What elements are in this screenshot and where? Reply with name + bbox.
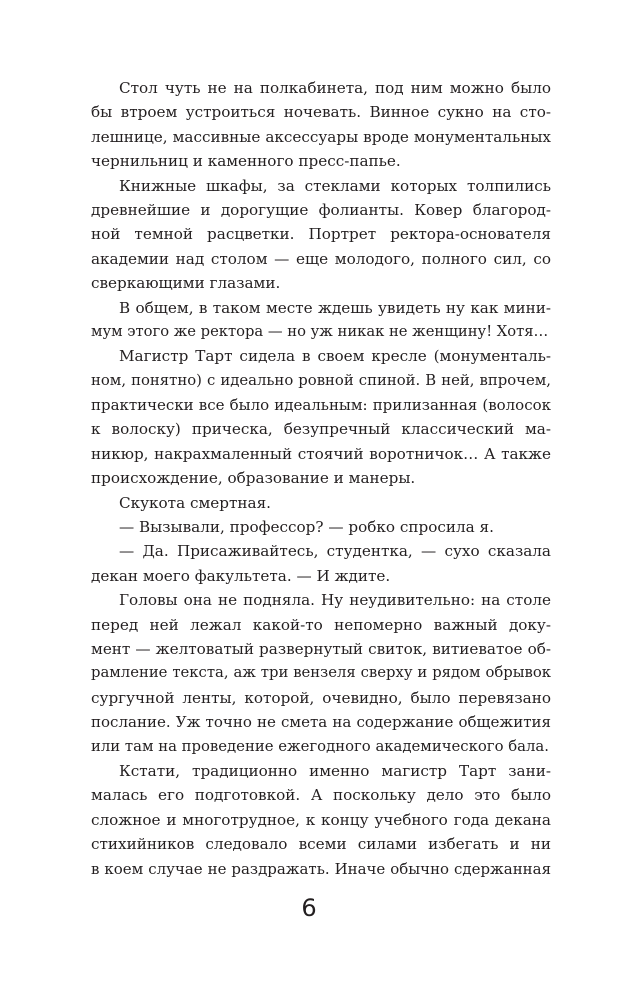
text-line: В общем, в таком месте ждешь увидеть ну как мини-	[119, 298, 551, 317]
body-text	[91, 76, 551, 881]
text-line: рамление текста, аж три вензеля сверху и рядом обрывок	[91, 664, 551, 682]
text-line: Стол чуть не на полкабинета, под ним можно было	[119, 79, 551, 97]
text-line: мум этого же ректора — но уж никак не женщину! Хотя…	[91, 322, 549, 340]
text-line: практически все было идеальным: прилизанная (волосок	[91, 396, 551, 415]
text-line: сложное и многотрудное, к концу учебного года декана	[91, 810, 551, 829]
text-line: к волоску) прическа, безупречный классический ма-	[91, 420, 551, 439]
text-line: Книжные шкафы, за стеклами которых толпились	[119, 176, 551, 195]
text-line: декан моего факультета. — И ждите.	[91, 566, 391, 585]
text-line: сверкающими глазами.	[91, 274, 281, 293]
text-line: стихийников следовало всеми силами избегать и ни	[91, 835, 551, 854]
text-line: малась его подготовкой. А поскольку дело это было	[91, 786, 551, 805]
text-line: чернильниц и каменного пресс-папье.	[91, 152, 401, 171]
text-line: лешнице, массивные аксессуары вроде монументальных	[91, 127, 551, 146]
text-line: послание. Уж точно не смета на содержание общежития	[91, 713, 551, 732]
text-line: Магистр Тарт сидела в своем кресле (монументаль-	[119, 347, 551, 366]
text-line: — Вызывали, профессор? — робко спросила я.	[119, 518, 494, 537]
text-line: Головы она не подняла. Ну неудивительно: на столе	[119, 591, 551, 610]
text-line: древнейшие и дорогущие фолианты. Ковер благород-	[91, 200, 551, 219]
text-line: Кстати, традиционно именно магистр Тарт зани-	[119, 761, 551, 780]
text-line: никюр, накрахмаленный стоячий воротничок… А также	[91, 444, 551, 463]
text-line: ной темной расцветки. Портрет ректора-основателя	[91, 225, 551, 244]
text-line: — Да. Присаживайтесь, студентка, — сухо сказала	[119, 542, 551, 561]
text-line: в коем случае не раздражать. Иначе обычно сдержанная	[91, 859, 551, 878]
text-line: происхождение, образование и манеры.	[91, 469, 416, 488]
text-line: сургучной ленты, которой, очевидно, было перевязано	[91, 688, 551, 707]
text-line: перед ней лежал какой-то непомерно важный доку-	[91, 615, 551, 634]
text-line: бы втроем устроиться ночевать. Винное сукно на сто-	[91, 103, 551, 122]
page-number: 6	[301, 894, 317, 922]
text-line: академии над столом — еще молодого, полного сил, со	[91, 249, 551, 268]
text-line: ном, понятно) с идеально ровной спиной. В ней, впрочем,	[91, 371, 551, 389]
text-line: или там на проведение ежегодного академического бала.	[91, 737, 549, 755]
text-line: Скукота смертная.	[119, 493, 271, 512]
text-line: мент — желтоватый развернутый свиток, витиеватое об-	[91, 639, 551, 658]
